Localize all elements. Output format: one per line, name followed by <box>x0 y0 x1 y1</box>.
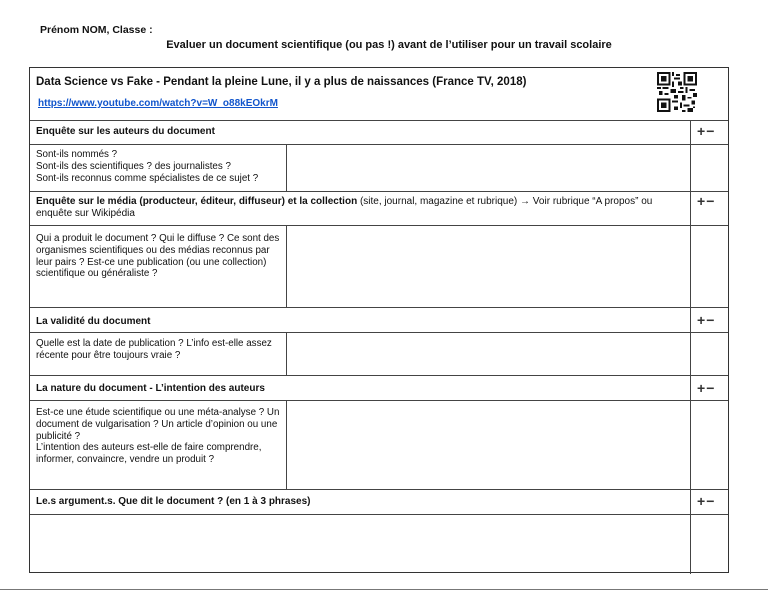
question-nature: Est-ce une étude scientifique ou une méta-analyse ? Un document de vulgarisation ? Un article d’opinion ou une publicité ? L’intention des auteurs est-elle de faire comprendre, informer, convaincre, vendre un produit ? <box>36 407 280 466</box>
answer-field-authors[interactable] <box>287 145 690 191</box>
row-divider <box>30 489 728 490</box>
answer-field-validity[interactable] <box>287 333 690 375</box>
answer-field-nature[interactable] <box>287 401 690 489</box>
row-divider <box>30 191 728 192</box>
section-controls <box>697 194 715 208</box>
section-controls <box>697 313 715 327</box>
row-divider <box>30 120 728 121</box>
evaluation-table <box>29 67 729 573</box>
section-title-authors: Enquête sur les auteurs du document <box>36 126 215 137</box>
collapse-minus-icon[interactable]: − <box>706 380 716 396</box>
document-link[interactable]: https://www.youtube.com/watch?v=W_o88kEOkrM <box>38 98 278 109</box>
section-controls <box>697 381 715 395</box>
question-validity: Quelle est la date de publication ? L’info est-elle assez récente pour être toujours vraie ? <box>36 338 272 361</box>
section-title-media-bold: Enquête sur le média (producteur, éditeur, diffuseur) et la collection <box>36 196 358 207</box>
section-title-arguments: Le.s argument.s. Que dit le document ? (en 1 à 3 phrases) <box>36 496 311 507</box>
section-title-validity: La validité du document <box>36 316 151 327</box>
qr-code-icon <box>657 72 697 112</box>
expand-plus-icon[interactable]: + <box>697 312 707 328</box>
row-divider <box>30 307 728 308</box>
section-title-media <box>36 196 686 220</box>
section-controls <box>697 494 715 508</box>
row-divider <box>30 375 728 376</box>
section-title-nature: La nature du document - L’intention des auteurs <box>36 383 265 394</box>
page-bottom-divider <box>0 589 768 590</box>
column-divider <box>690 120 691 574</box>
collapse-minus-icon[interactable]: − <box>706 193 716 209</box>
collapse-minus-icon[interactable]: − <box>706 312 716 328</box>
worksheet-title: Evaluer un document scientifique (ou pas !) avant de l’utiliser pour un travail scolaire <box>166 39 612 51</box>
expand-plus-icon[interactable]: + <box>697 123 707 139</box>
expand-plus-icon[interactable]: + <box>697 493 707 509</box>
expand-plus-icon[interactable]: + <box>697 193 707 209</box>
section-controls <box>697 124 715 138</box>
section-title-media-detail: (site, journal, magazine et rubrique) → Voir rubrique “A propos” ou enquête sur Wikipédia <box>36 196 653 219</box>
question-authors: Sont-ils nommés ? Sont-ils des scientifiques ? des journalistes ? Sont-ils reconnus comme spécialistes de ce sujet ? <box>36 149 259 184</box>
question-media: Qui a produit le document ? Qui le diffuse ? Ce sont des organismes scientifiques ou des médias reconnus par leur pairs ? Est-ce une publication (ou une collection) scientifique ou généraliste ? <box>36 233 280 280</box>
student-name-line: Prénom NOM, Classe : <box>40 24 153 36</box>
answer-field-arguments[interactable] <box>31 515 690 573</box>
collapse-minus-icon[interactable]: − <box>706 123 716 139</box>
document-title: Data Science vs Fake - Pendant la pleine Lune, il y a plus de naissances (France TV, 2018) <box>36 76 527 88</box>
answer-field-media[interactable] <box>287 226 690 307</box>
collapse-minus-icon[interactable]: − <box>706 493 716 509</box>
expand-plus-icon[interactable]: + <box>697 380 707 396</box>
